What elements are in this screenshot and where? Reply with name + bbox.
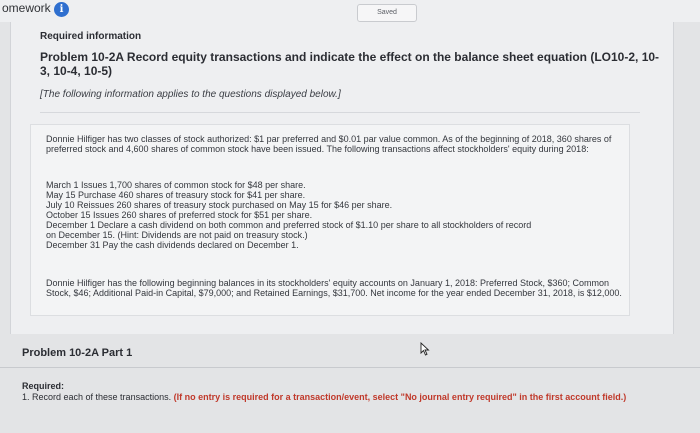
transaction-line: October 15 Issues 260 shares of preferred stock for $51 per share. bbox=[46, 210, 313, 220]
case-intro: Donnie Hilfiger has two classes of stock authorized: $1 par preferred and $0.01 par value common. As of the beginning of 2018, 360 shares of preferred stock and 4,600 shares of common stock have been issued. The following transactions affect stockholders' equity during 2018: bbox=[46, 134, 612, 154]
mouse-pointer-icon bbox=[420, 342, 430, 356]
part-title: Problem 10-2A Part 1 bbox=[22, 347, 133, 359]
required-information-heading: Required information bbox=[40, 31, 142, 42]
transaction-line: May 15 Purchase 460 shares of treasury stock for $41 per share. bbox=[46, 190, 306, 200]
transaction-line: December 31 Pay the cash dividends declared on December 1. bbox=[46, 240, 299, 250]
transaction-line: March 1 Issues 1,700 shares of common stock for $48 per share. bbox=[46, 180, 306, 190]
saved-status-badge: Saved bbox=[357, 4, 417, 22]
transaction-line: on December 15. (Hint: Dividends are not paid on treasury stock.) bbox=[46, 230, 308, 240]
note-divider bbox=[40, 112, 640, 113]
problem-title: Problem 10-2A Record equity transactions and indicate the effect on the balance sheet equation (LO10-2, 10-3, 10-4, 10-5) bbox=[40, 50, 660, 78]
instruction-text: 1. Record each of these transactions. bbox=[22, 392, 172, 402]
top-bar bbox=[0, 0, 700, 22]
required-label: Required: bbox=[22, 381, 65, 391]
info-icon[interactable]: i bbox=[54, 2, 69, 17]
applies-note: [The following information applies to the questions displayed below.] bbox=[40, 89, 341, 100]
transaction-line: December 1 Declare a cash dividend on both common and preferred stock of $1.10 per share to all stockholders of record bbox=[46, 220, 532, 230]
beginning-balances: Donnie Hilfiger has the following beginning balances in its stockholders' equity accounts on January 1, 2018: Preferred Stock, $360; Common Stock, $46; Additional Paid-in Capital, $79,000; and Retained Earnings, $31,700. Net income for the year ended December 31, 2018, is $12,000. bbox=[46, 278, 622, 298]
instruction bbox=[22, 392, 662, 403]
section-divider bbox=[0, 367, 700, 368]
app-title: omework bbox=[2, 1, 51, 15]
transaction-list bbox=[46, 180, 630, 250]
instruction-note: (If no entry is required for a transaction/event, select "No journal entry required" in the first account field.) bbox=[173, 392, 627, 402]
transaction-line: July 10 Reissues 260 shares of treasury stock purchased on May 15 for $46 per share. bbox=[46, 200, 393, 210]
